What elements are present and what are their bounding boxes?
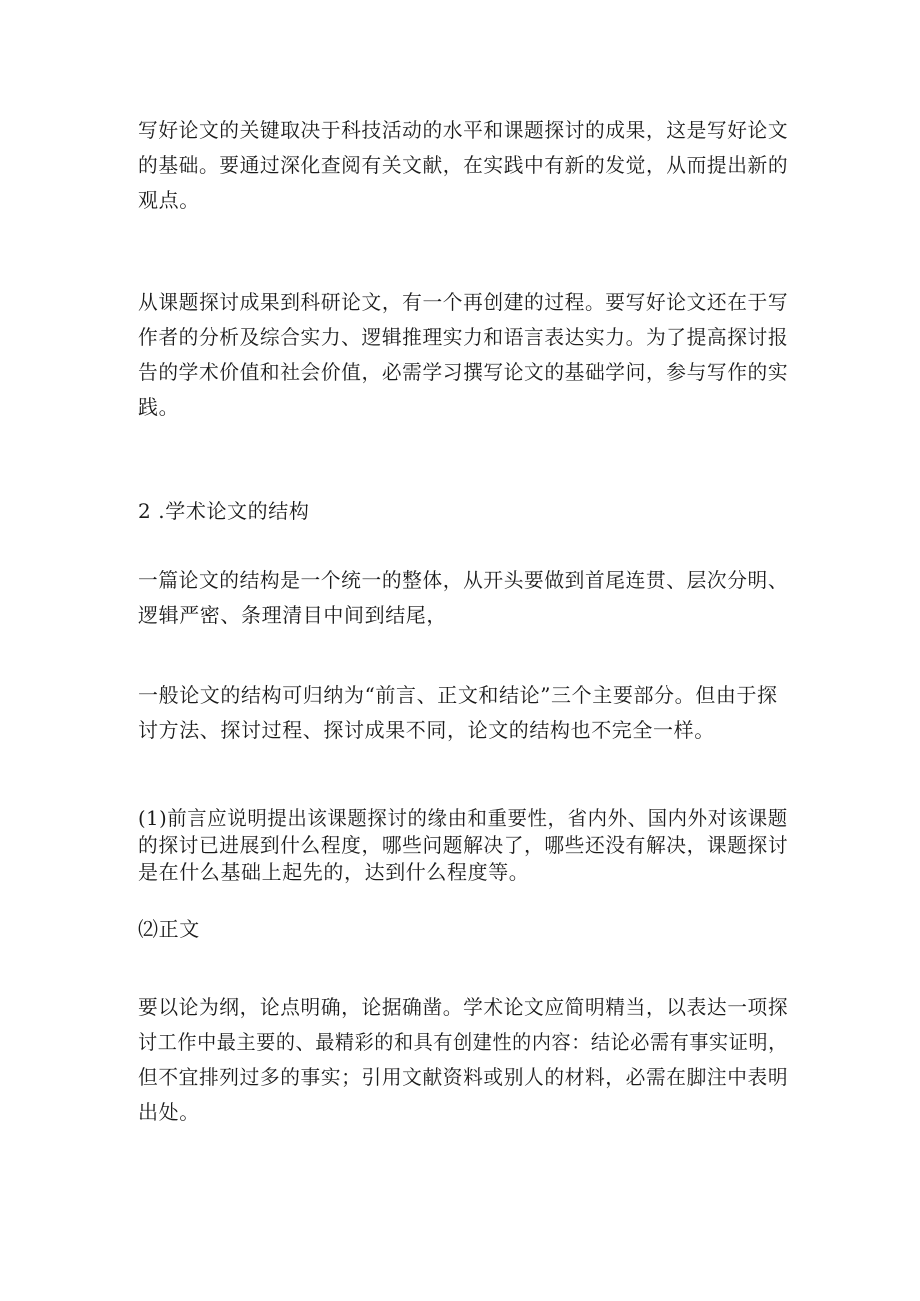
text-line: 告的学术价值和社会价值，必需学习撰写论文的基础学问，参与写作的实 [138, 360, 789, 384]
text-line: 要以论为纲，论点明确，论据确凿。学术论文应简明精当，以表达一项探 [138, 995, 789, 1019]
text-line: 出处。 [138, 1100, 200, 1124]
text-line: 是在什么基础上起先的，达到什么程度等。 [138, 860, 530, 884]
text-line: 作者的分析及综合实力、逻辑推理实力和语言表达实力。为了提高探讨报 [138, 325, 789, 349]
text-line: 一般论文的结构可归纳为“前言、正文和结论”三个主要部分。但由于探 [138, 683, 778, 707]
text-line: 的基础。要通过深化查阅有关文献，在实践中有新的发觉，从而提出新的 [138, 153, 789, 177]
subheading-body [138, 912, 788, 947]
text-line: 践。 [138, 395, 180, 419]
paragraph-unified-whole [138, 563, 788, 633]
text-line: 逻辑严密、条理清目中间到结尾， [138, 603, 447, 627]
paragraph-body-content [138, 990, 788, 1130]
text-line: 一篇论文的结构是一个统一的整体，从开头要做到首尾连贯、层次分明、 [138, 568, 789, 592]
text-line: 的探讨已进展到什么程度，哪些问题解决了，哪些还没有解决，课题探讨 [138, 833, 789, 857]
text-line: 讨工作中最主要的、最精彩的和具有创建性的内容：结论必需有事实证明， [138, 1030, 788, 1054]
text-line: 但不宜排列过多的事实；引用文献资料或别人的材料，必需在脚注中表明 [138, 1065, 789, 1089]
paragraph-writing-key [138, 113, 788, 218]
section-heading: 2 .学术论文的结构 [138, 499, 310, 523]
text-line: 观点。 [138, 188, 200, 212]
section-heading-structure [138, 494, 788, 529]
text-line: 从课题探讨成果到科研论文，有一个再创建的过程。要写好论文还在于写 [138, 290, 789, 314]
paragraph-recreation-process [138, 285, 788, 425]
subheading: ⑵正文 [138, 917, 200, 941]
text-line: 讨方法、探讨过程、探讨成果不同，论文的结构也不完全一样。 [138, 718, 715, 742]
paragraph-three-parts [138, 678, 788, 748]
text-line: 写好论文的关键取决于科技活动的水平和课题探讨的成果，这是写好论文 [138, 118, 789, 142]
text-line: (1)前言应说明提出该课题探讨的缘由和重要性，省内外、国内外对该课题 [138, 806, 788, 830]
paragraph-preface [138, 805, 788, 886]
